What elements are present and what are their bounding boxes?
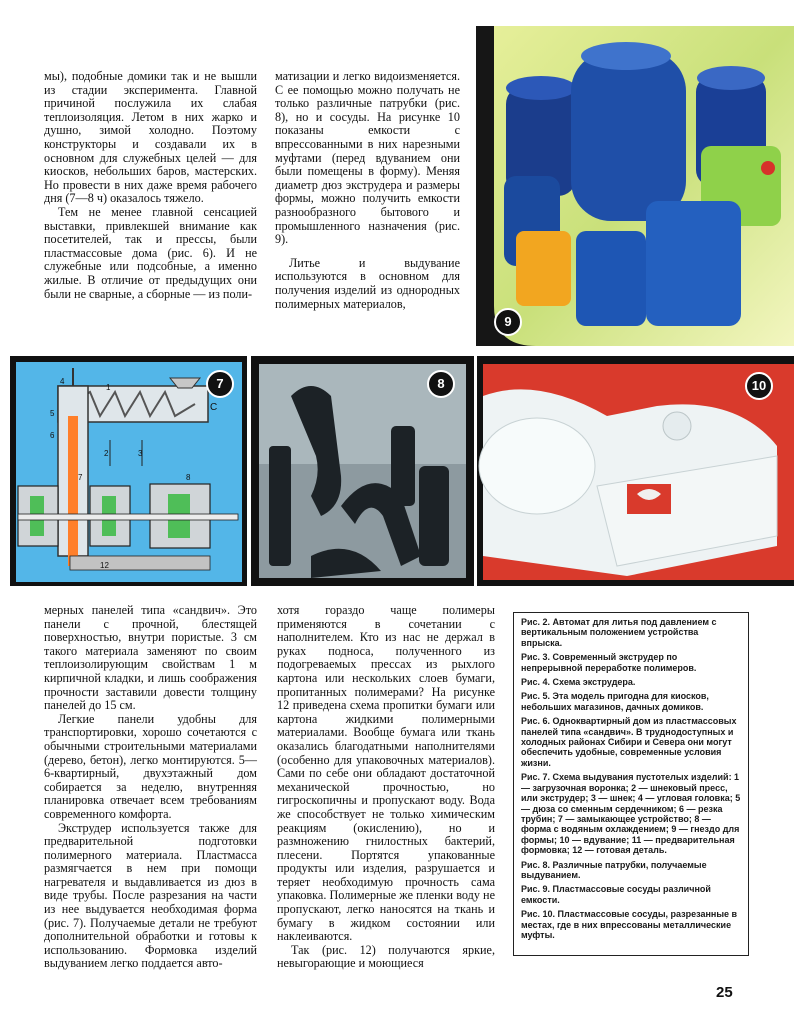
diagram-label-8: 8	[186, 473, 191, 482]
caption-fig-9: Рис. 9. Пластмассовые сосуды различной емкости.	[521, 884, 711, 905]
figure-7-schematic	[10, 356, 247, 586]
paragraph: Экструдер используется также для предварительной подготовки полимерного материала. Пластмасса размягчается в нем при помощи нагревателя и выдавливается из дюз в виде трубы. После разрезания на части из нее выдувается необходимая форма (рис. 7). Получаемые детали не требуют дополнительной обработки и готовы к использованию. Формовка изделий выдуванием легко поддается авто-	[44, 820, 257, 971]
paragraph: Тем не менее главной сенсацией выставки, привлекшей внимание как посетителей, так и прессы, были пластмассовые дома (рис. 6). И не служебные или подсобные, а именно жилые. В отличие от предыдущих они были не сварные, а сборные — из поли-	[44, 204, 257, 301]
diagram-label-1: 1	[106, 383, 111, 392]
caption-fig-10: Рис. 10. Пластмассовые сосуды, разрезанные в местах, где в них впрессованы металлические муфты.	[521, 909, 738, 940]
figure-captions-box	[513, 612, 749, 956]
paragraph: Литье и выдувание используются в основном для получения изделий из однородных полимерных материалов,	[275, 255, 460, 311]
caption-fig-8: Рис. 8. Различные патрубки, получаемые выдуванием.	[521, 859, 707, 880]
containers-illustration	[476, 26, 794, 346]
paragraph: мы), подобные домики так и не вышли из стадии эксперимента. Главной причиной послужила их слабая теплоизоляция. Летом в них жарко и душно, зимой холодно. Поэтому конструкторы и создавали их в основном для служебных целей — для киосков, небольших баров, мастерских. Но провести в них даже время рабочего дня (7—8 ч) оказалось тяжело.	[44, 69, 257, 206]
diagram-label-7: 7	[78, 473, 83, 482]
figure-10-number-badge: 10	[745, 372, 773, 400]
paragraph: Так (рис. 12) получаются яркие, невыгорающие и моющиеся	[277, 942, 495, 971]
page-number: 25	[716, 984, 733, 1001]
paragraph: Легкие панели удобны для транспортировки, хорошо сочетаются с обычными строительными материалами (дерево, бетон), легко монтируются. 5—6-квартирный, двухэтажный дом собирается за неделю, внутренняя планировка отвечает всем требованиям современного комфорта.	[44, 711, 257, 821]
diagram-label-6: 6	[50, 431, 55, 440]
diagram-label-2: 2	[104, 449, 109, 458]
diagram-label-3: 3	[138, 449, 143, 458]
caption-fig-3: Рис. 3. Современный экструдер по непрерывной переработке полимеров.	[521, 652, 697, 673]
caption-fig-7: Рис. 7. Схема выдувания пустотелых изделий: 1 — загрузочная воронка; 2 — шнековый пресс, или экструдер; 3 — шнек; 4 — угловая головка; 5 — дюза со сменным сердечником; 6 — резка трубин; 7 — замыкающее устройство; 8 — форма с водяным охлаждением; 9 — гнездо для формы; 10 — вдувание; 11 — предварительная формовка; 12 — готовая деталь.	[521, 772, 741, 856]
figure-8-pipes-photo	[251, 356, 474, 586]
diagram-label-12: 12	[100, 561, 109, 570]
caption-fig-2: Рис. 2. Автомат для литья под давлением с вертикальным положением устройства впрыска.	[521, 617, 717, 648]
bottom-column-1	[44, 604, 257, 971]
figure-9-number-badge: 9	[494, 308, 522, 336]
caption-fig-5: Рис. 5. Эта модель пригодна для киосков, небольших магазинов, дачных домиков.	[521, 691, 709, 712]
paragraph: матизации и легко видоизменяется. С ее помощью можно получать не только различные патрубки (рис. 8), но и сосуды. На рисунке 10 показаны емкости с впрессованными в них нарезными муфтами (перед вдуванием они были помещены в форму). Меняя диаметр дюз экструдера и размеры формы, можно получить емкости разнообразного бытового и промышленного назначения (рис. 9).	[275, 69, 460, 247]
figure-7-number-badge: 7	[206, 370, 234, 398]
caption-fig-6: Рис. 6. Одноквартирный дом из пластмассовых панелей типа «сандвич». В труднодоступных и холодных районах Сибири и Севера они могут обеспечить удобные, современные условия жизни.	[521, 716, 737, 768]
figure-8-number-badge: 8	[427, 370, 455, 398]
top-column-2	[275, 70, 460, 311]
bottom-column-2	[277, 604, 495, 971]
diagram-label-4: 4	[60, 377, 65, 386]
diagram-label-c: С	[210, 402, 218, 413]
figure-10-cut-containers-photo	[477, 356, 794, 586]
paragraph: хотя гораздо чаще полимеры применяются в сочетании с наполнителем. Кто из нас не держал в руках подноса, полученного из подогреваемых прессах из рыхлого картона или нескольких слоев бумаги, пропитанных полимерами? На рисунке 12 приведена схема пропитки бумаги или картона жидкими полимерными материалами. Вообще бумага или ткань оказались благодатными наполнителями (особенно для упаковочных материалов). Сами по себе они обладают достаточной механической прочностью, но гигроскопичны и пропускают воду. Вода же способствует не только химическим реакциям (окислению), но и размножению гнилостных бактерий, плесени. Портятся упакованные продукты или изделия, разрушается и теряет необходимую прочность сама упаковка. Полимерные же пленки воду не пропускают, легко наносятся на ткань и бумагу в жидком состоянии или наклеиваются.	[277, 603, 495, 944]
diagram-label-5: 5	[50, 409, 55, 418]
paragraph: мерных панелей типа «сандвич». Это панели с прочной, блестящей поверхностью, внутри пористые. 3 см такого материала заменяют по своим теплоизолирующим свойствам 1 м кирпичной кладки, и лишь соображения прочности заставили довести толщину панелей до 15 см.	[44, 603, 257, 713]
top-column-1	[44, 70, 257, 301]
figure-9-containers-photo	[476, 26, 794, 346]
caption-fig-4: Рис. 4. Схема экструдера.	[521, 677, 636, 688]
